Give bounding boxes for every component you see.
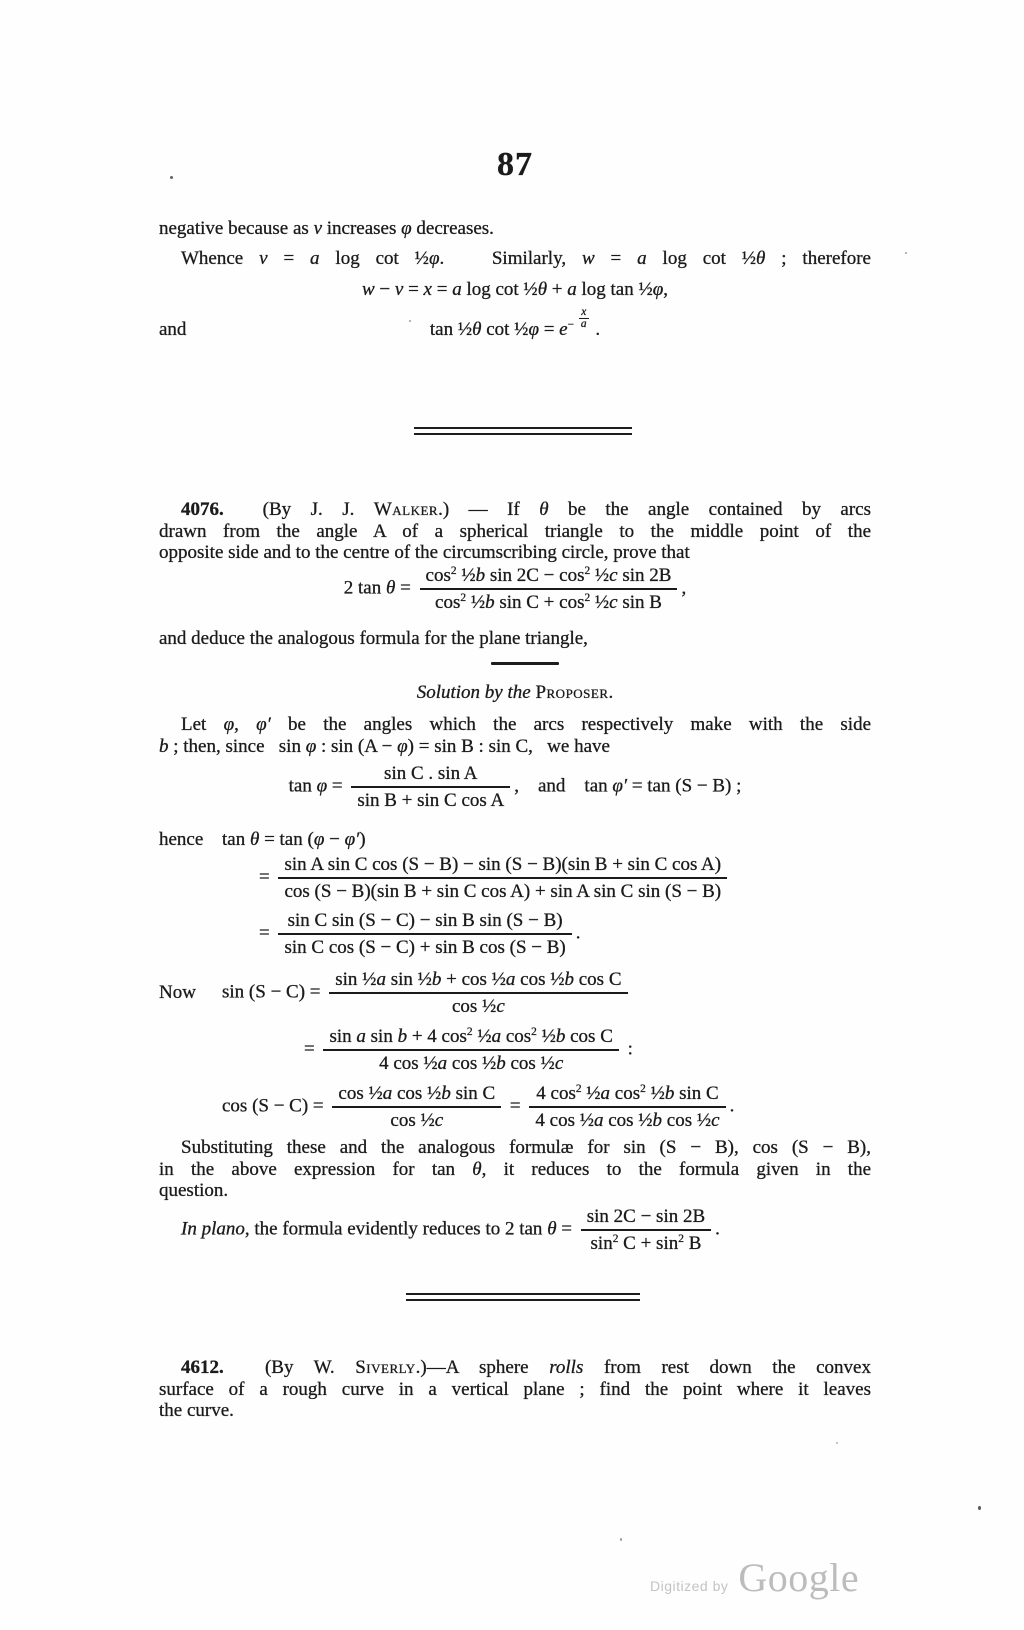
problem-4076-line3: opposite side and to the centre of the circumscribing circle, prove that (159, 542, 690, 563)
solution-para2-line1: Substituting these and the analogous formulæ for sin (S − B), cos (S − B), (181, 1137, 871, 1158)
scan-speck (978, 1506, 981, 1510)
in-plano-content: In plano, the formula evidently reduces to 2 tan θ = $\frac{\sin 2C - \sin 2B}{\sin^2 C + \sin^2 B}$ . (181, 1206, 720, 1254)
watermark-prefix: Digitized by (650, 1578, 729, 1594)
solution-heading: Solution by the Proposer. (416, 682, 614, 703)
equation-sin-smc-expanded (159, 1022, 871, 1078)
watermark-google-logo: Google (738, 1555, 860, 1600)
now-label: Now (159, 982, 196, 1003)
equation-big-fraction-1 (159, 850, 871, 906)
whence-line: Whence v = a log cot ½φ. Similarly, w = a log cot ½θ ; therefore (181, 248, 871, 269)
double-rule-divider (414, 427, 632, 435)
problem-4612-line1: 4612. (By W. Siverly.)—A sphere rolls from rest down the convex (181, 1357, 871, 1378)
problem-4076-line2: drawn from the angle A of a spherical triangle to the middle point of the (159, 520, 871, 542)
hence-label: hence (159, 829, 204, 850)
equation-sin-smc-expanded-content: = $\frac{\sin a \sin b + 4 \cos^2 \frac{1}{2}a \cos^2 \frac{1}{2}b \cos C}{\text{4 cos ½a cos ½b cos ½c}}$ : (304, 1026, 633, 1074)
equation-hence: tan θ = tan (φ − φ′) (222, 829, 366, 850)
problem-4076-closing: and deduce the analogous formula for the plane triangle, (159, 628, 588, 649)
google-watermark (650, 1554, 859, 1601)
solution-para1-line1: Let φ, φ′ be the angles which the arcs respectively make with the side (181, 714, 872, 735)
problem-4076-line1: 4076. (By J. J. Walker.) — If θ be the angle contained by arcs (181, 499, 872, 520)
equation-sin-smc: sin (S − C) = $\frac{\text{sin ½a sin ½b + cos ½a cos ½b cos C}}{\text{cos ½c}}$ (222, 968, 632, 1018)
equation-2tantheta-content: 2 tan θ = $\frac{\cos^2 \frac{1}{2}b \sin 2C - \cos^2 \frac{1}{2}c \sin 2B}{\cos^2 \frac{1}{2}b \sin C + \cos^2 \frac{1}{2}c \sin B}$ , (343, 565, 687, 613)
solution-para2-line2: in the above expression for tan θ, it reduces to the formula given in the (159, 1158, 872, 1180)
equation-tanphi: tan φ = $\frac{\text{sin C . sin A}}{\text{sin B + sin C cos A}}$ , and tan φ′ = tan (S − B) ; (288, 763, 742, 811)
solution-para1-line2: b ; then, since sin φ : sin (A − φ) = sin B : sin C, we have (159, 735, 610, 757)
scan-speck (836, 1442, 838, 1444)
and-label: and (159, 319, 187, 341)
problem-4076-statement (159, 499, 871, 564)
equation-2tantheta (159, 563, 871, 615)
scan-speck (620, 1538, 622, 1541)
equation-big-fraction-2 (159, 906, 871, 962)
solution-paragraph-1 (159, 714, 871, 757)
problem-4612-statement (159, 1357, 871, 1422)
solution-paragraph-2 (159, 1137, 871, 1202)
short-rule-divider (491, 662, 559, 665)
double-rule-divider-2 (406, 1293, 640, 1301)
problem-4612-line2: surface of a rough curve in a vertical plane ; find the point where it leaves (159, 1378, 871, 1400)
equation-big-fraction-2-content: = $\frac{\text{sin C sin (S − C) − sin B sin (S − B)}}{\text{sin C cos (S − C) + sin B cos (S − B)}}$ . (259, 910, 581, 958)
equation-cos-smc-content: cos (S − C) = $\frac{\text{cos ½a cos ½b sin C}}{\text{cos ½c}}$ = $\frac{4 \cos^2 \frac{1}{2}a \cos^2 \frac{1}{2}b \sin C}{\text{4 cos ½a cos ½b cos ½c}}$ . (222, 1083, 735, 1131)
scan-speck (409, 320, 411, 322)
page-number: 87 (497, 146, 533, 183)
equation-cos-smc (159, 1078, 871, 1136)
equation-exponential: tan ½θ cot ½φ = $e^{- \frac{x}{a}}$ . (429, 306, 601, 340)
and-equation-row (159, 298, 871, 350)
displayed-equation-wv: w − v = x = a log cot ½θ + a log tan ½φ, (361, 279, 669, 300)
now-row (159, 964, 871, 1022)
in-plano-row (159, 1202, 871, 1258)
text-line-continuation: negative because as v increases φ decreases. (159, 218, 494, 239)
equation-big-fraction-1-content: = $\frac{\text{sin A sin C cos (S − B) − sin (S − B)(sin B + sin C cos A)}}{\text{cos (S − B)(sin B + sin C cos A) + sin A sin C sin (S − B)}}$ (259, 853, 731, 903)
problem-4612-line3: the curve. (159, 1400, 234, 1421)
scan-speck (905, 252, 907, 254)
scan-speck (170, 176, 173, 179)
solution-para2-line3: question. (159, 1180, 229, 1201)
equation-tanphi-row (159, 760, 871, 814)
